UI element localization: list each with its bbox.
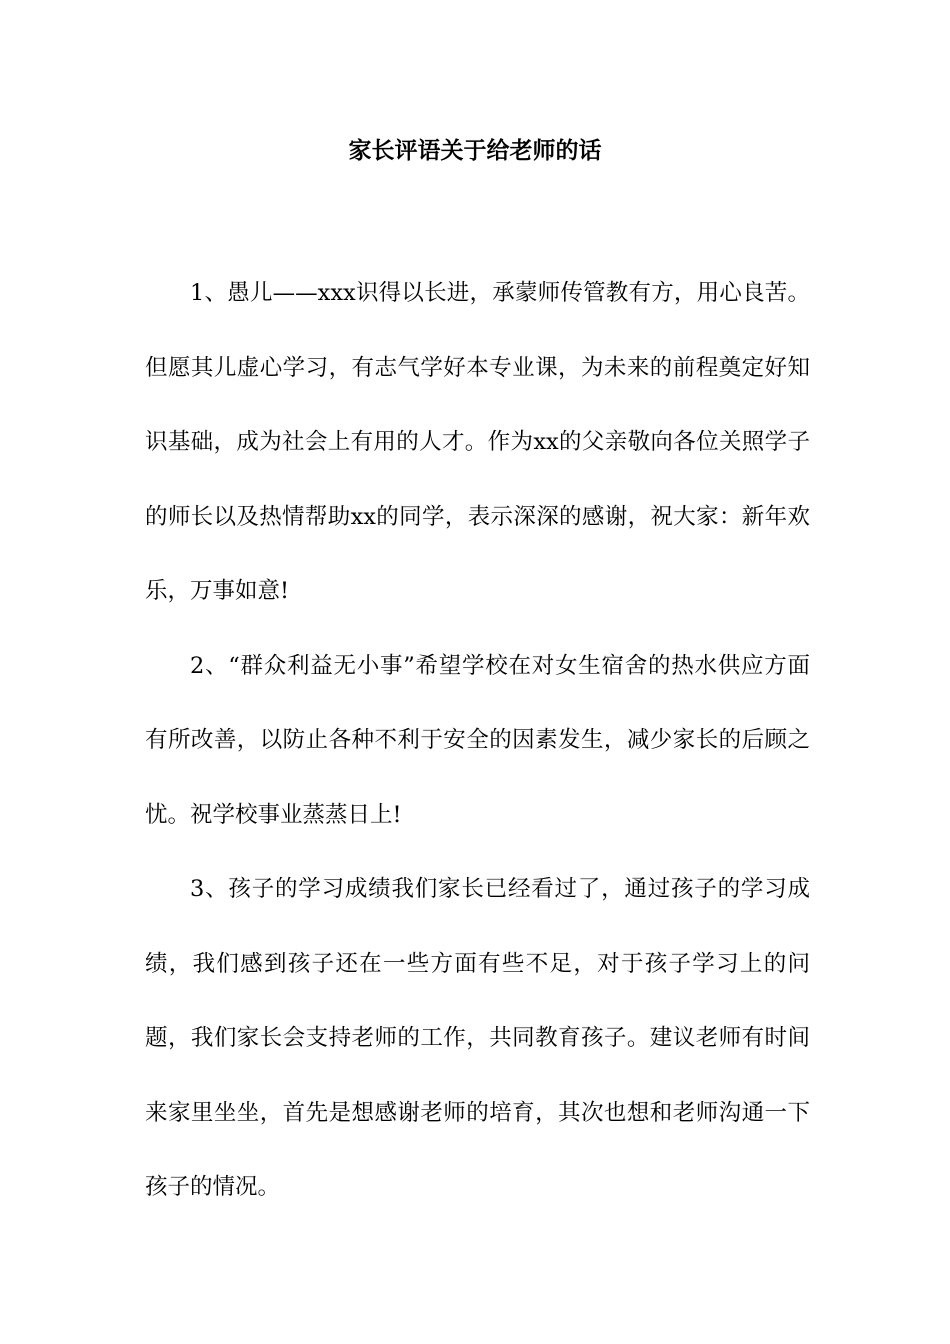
paragraph-1: 1、愚儿——xxx识得以长进，承蒙师传管教有方，用心良苦。但愿其儿虚心学习，有志气学好本专业课，为未来的前程奠定好知识基础，成为社会上有用的人才。作为xx的父亲敬向各位关照学子的师长以及热情帮助xx的同学，表示深深的感谢，祝大家：新年欢乐，万事如意! xyxy=(145,280,810,604)
document-body xyxy=(145,256,810,1225)
paragraph-2: 2、“群众利益无小事”希望学校在对女生宿舍的热水供应方面有所改善，以防止各种不利于安全的因素发生，减少家长的后顾之忧。祝学校事业蒸蒸日上! xyxy=(145,652,810,828)
document-title: 家长评语关于给老师的话 xyxy=(348,137,602,164)
paragraph-3: 3、孩子的学习成绩我们家长已经看过了，通过孩子的学习成绩，我们感到孩子还在一些方面有些不足，对于孩子学习上的问题，我们家长会支持老师的工作，共同教育孩子。建议老师有时间来家里坐坐，首先是想感谢老师的培育，其次也想和老师沟通一下孩子的情况。 xyxy=(145,876,810,1200)
